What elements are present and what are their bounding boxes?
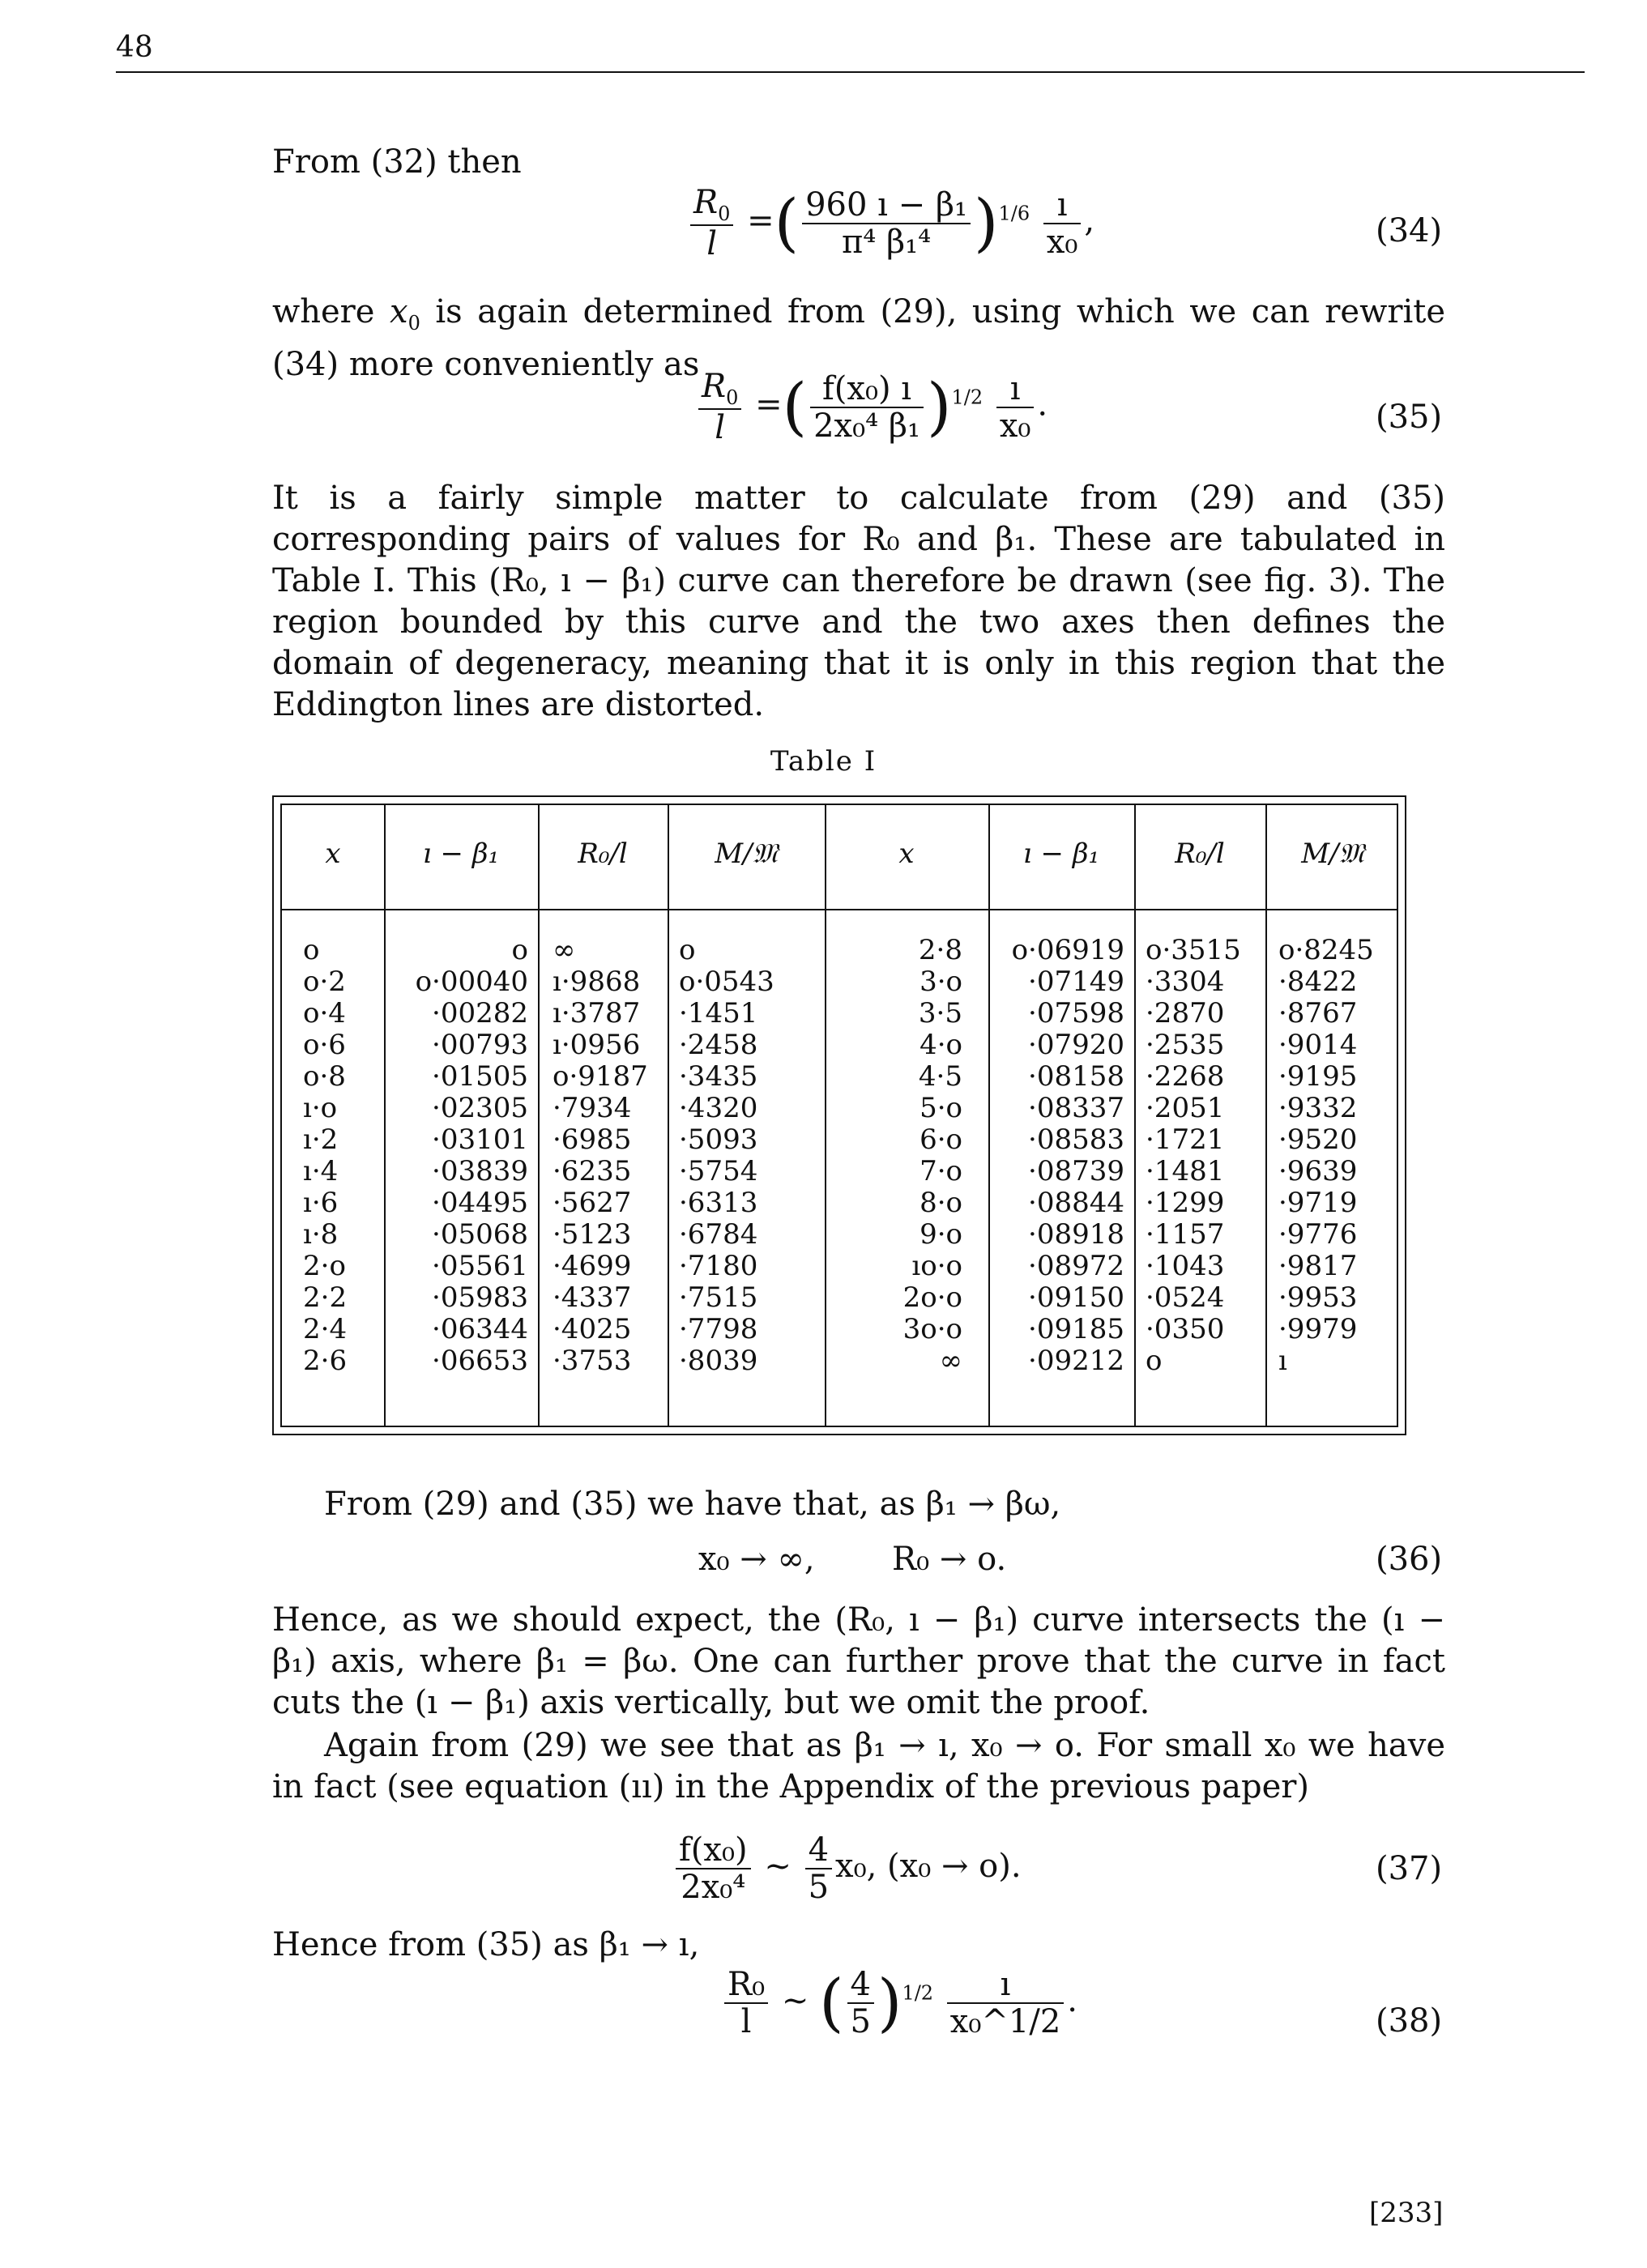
page-number: 48 xyxy=(116,31,153,64)
p2-b: is again determined from (29), using which we can rewrite (34) more conveniently as xyxy=(272,293,1445,383)
eq35-den: 2x₀⁴ β₁ xyxy=(813,407,921,445)
table-cell: ı·3787 xyxy=(553,997,641,1030)
table-cell: ·1299 xyxy=(1146,1187,1225,1219)
table-cell: ·01505 xyxy=(432,1060,528,1093)
table-cell: ·9520 xyxy=(1278,1123,1358,1156)
table-cell: ·08844 xyxy=(1028,1187,1124,1219)
table-cell: ·2458 xyxy=(679,1029,758,1061)
table-cell: ·1481 xyxy=(1146,1155,1225,1187)
col-header: ı − β₁ xyxy=(422,838,500,870)
table-cell: ·07149 xyxy=(1028,966,1124,998)
eq37-sim: ~ xyxy=(764,1848,791,1885)
eq34-tail-num: ı xyxy=(1043,187,1082,224)
table-cell: ·9776 xyxy=(1278,1218,1358,1251)
paragraph-small-x0: Again from (29) we see that as β₁ → ı, x₀ → o. For small x₀ we have in fact (see equation (ıı) in the Appendix of the previous paper) xyxy=(272,1727,1445,1805)
eq38-inner-den: 5 xyxy=(850,2003,871,2040)
table-column xyxy=(1000,935,1124,1377)
table-cell: ·3304 xyxy=(1146,966,1225,998)
table-cell: o·8245 xyxy=(1278,934,1374,966)
table-cell: ·09150 xyxy=(1028,1281,1124,1314)
table-cell: ıo·o xyxy=(911,1250,962,1282)
table-cell: 4·5 xyxy=(918,1060,962,1093)
eq37-rest: x₀, (x₀ → o). xyxy=(835,1848,1022,1885)
table-cell: ·08337 xyxy=(1028,1092,1124,1124)
table-cell: ·9979 xyxy=(1278,1313,1358,1345)
table-cell: ·8039 xyxy=(679,1345,758,1377)
equation-34-label: (34) xyxy=(1376,212,1443,249)
header-rule xyxy=(116,71,1585,73)
table-cell: 8·o xyxy=(920,1187,962,1219)
column-rule xyxy=(668,805,669,1426)
table-cell: ·9953 xyxy=(1278,1281,1358,1314)
equation-35-label: (35) xyxy=(1376,399,1443,436)
col-header: M/𝔐 xyxy=(715,838,778,870)
eq38-num: R₀ xyxy=(724,1967,768,2004)
table-cell: ı·4 xyxy=(303,1155,339,1187)
eq35-num: f(x₀) ı xyxy=(810,371,924,408)
table-cell: ·4025 xyxy=(553,1313,632,1345)
page-footer-number: [233] xyxy=(1369,2197,1444,2229)
table-cell: ·1721 xyxy=(1146,1123,1225,1156)
eq37-den: 2x₀⁴ xyxy=(681,1869,746,1906)
intro-line: From (32) then xyxy=(272,143,522,181)
table-cell: ·08158 xyxy=(1028,1060,1124,1093)
table-cell: ·3435 xyxy=(679,1060,758,1093)
table-frame xyxy=(272,795,1406,1435)
table-cell: ·6784 xyxy=(679,1218,758,1251)
table-cell: 3·5 xyxy=(918,997,962,1030)
eq34-num: 960 ı − β₁ xyxy=(802,187,971,224)
table-cell: ·5093 xyxy=(679,1123,758,1156)
column-rule xyxy=(988,805,990,1426)
table-cell: ·5754 xyxy=(679,1155,758,1187)
table-cell: 2·4 xyxy=(303,1313,348,1345)
table-cell: o xyxy=(511,934,528,966)
table-cell: ·9195 xyxy=(1278,1060,1358,1093)
table-cell: ı·2 xyxy=(303,1123,339,1156)
paragraph-limit: From (29) and (35) we have that, as β₁ → βω, xyxy=(324,1486,1061,1523)
table-cell: ·6313 xyxy=(679,1187,758,1219)
eq36-right: R₀ → o. xyxy=(892,1541,1007,1578)
table-cell: ·08739 xyxy=(1028,1155,1124,1187)
eq34-exp: 1/6 xyxy=(998,202,1030,225)
table-column xyxy=(1278,935,1374,1377)
eq37-frac-den: 5 xyxy=(808,1869,830,1906)
paragraph-intersection: Hence, as we should expect, the (R₀, ı − β₁) curve intersects the (ı − β₁) axis, where β₁ = βω. One can further prove that the curve in fact cuts the (ı − β₁) axis vertically, but we omit the proof. xyxy=(272,1601,1445,1721)
table-cell: o·8 xyxy=(303,1060,346,1093)
table-cell: ·4320 xyxy=(679,1092,758,1124)
eq34-den: π⁴ β₁⁴ xyxy=(841,223,932,261)
table-cell: o xyxy=(1146,1345,1163,1377)
eq38-den: l xyxy=(740,2003,752,2040)
table-cell: ·9719 xyxy=(1278,1187,1358,1219)
table-cell: 2·2 xyxy=(303,1281,348,1314)
table-cell: ·7798 xyxy=(679,1313,758,1345)
table-cell: ·6985 xyxy=(553,1123,632,1156)
table-cell: ·02305 xyxy=(432,1092,528,1124)
column-rule xyxy=(384,805,386,1426)
table-column xyxy=(1146,935,1241,1377)
table-cell: o·2 xyxy=(303,966,346,998)
table-cell: 2o·o xyxy=(902,1281,962,1314)
eq37-frac-num: 4 xyxy=(805,1832,832,1869)
table-cell: o·0543 xyxy=(679,966,774,998)
table-cell: ·1451 xyxy=(679,997,758,1030)
table-cell: 2·6 xyxy=(303,1345,348,1377)
column-rule xyxy=(1134,805,1136,1426)
table-cell: ı·o xyxy=(303,1092,338,1124)
table-cell: ·08972 xyxy=(1028,1250,1124,1282)
table-cell: ·7934 xyxy=(553,1092,632,1124)
equation-38-label: (38) xyxy=(1376,2002,1443,2040)
table-cell: o·9187 xyxy=(553,1060,648,1093)
eq37-num: f(x₀) xyxy=(676,1832,751,1869)
eq35-tail-den: x₀ xyxy=(999,407,1031,445)
table-cell: ·03839 xyxy=(432,1155,528,1187)
table-cell: ·7515 xyxy=(679,1281,758,1314)
table-cell: ·07920 xyxy=(1028,1029,1124,1061)
table-cell: ·9817 xyxy=(1278,1250,1358,1282)
table-cell: ·5627 xyxy=(553,1187,632,1219)
eq35-exp: 1/2 xyxy=(951,386,984,409)
table-cell: ·6235 xyxy=(553,1155,632,1187)
table-cell: ·2051 xyxy=(1146,1092,1225,1124)
table-cell: ı xyxy=(1278,1345,1287,1377)
table-cell: ·8422 xyxy=(1278,966,1358,998)
header-rule-table xyxy=(282,909,1397,910)
table-cell: ı·8 xyxy=(303,1218,339,1251)
table-cell: ·06653 xyxy=(432,1345,528,1377)
table-cell: 4·o xyxy=(920,1029,962,1061)
table-cell: ·7180 xyxy=(679,1250,758,1282)
table-caption: Table I xyxy=(770,745,877,778)
table-cell: ·08583 xyxy=(1028,1123,1124,1156)
table-cell: ·0350 xyxy=(1146,1313,1225,1345)
equation-38: $\frac{\text{R₀}}{l}$ ~ ( $\frac{4}{5}$ )$^{1/2}$ $\frac{ı}{\text{x₀\textasciicircum{}1/2}}$ . xyxy=(721,1967,1077,2040)
table-cell: ·8767 xyxy=(1278,997,1358,1030)
eq38-sim: ~ xyxy=(781,1982,809,2019)
table-cell: ·08918 xyxy=(1028,1218,1124,1251)
table-cell: ·03101 xyxy=(432,1123,528,1156)
table-cell: ·07598 xyxy=(1028,997,1124,1030)
table-cell: ·4337 xyxy=(553,1281,632,1314)
table-cell: o·00040 xyxy=(415,966,528,998)
table-cell: ·09212 xyxy=(1028,1345,1124,1377)
table-cell: ·05983 xyxy=(432,1281,528,1314)
table-cell: ·2535 xyxy=(1146,1029,1225,1061)
column-rule xyxy=(538,805,540,1426)
table-column xyxy=(553,935,648,1377)
equation-34: $\frac{R_0}{l}$ =( $\frac{\text{960 ı − β₁}}{\text{π⁴ β₁⁴}}$ )$^{1/6}$ $\frac{ı}{\text{x₀}}$ , xyxy=(687,185,1094,262)
table-cell: o xyxy=(679,934,696,966)
table-cell: ·1043 xyxy=(1146,1250,1225,1282)
table-cell: ·05068 xyxy=(432,1218,528,1251)
table-cell: o xyxy=(303,934,320,966)
equation-35: $\frac{R_0}{l}$ =( $\frac{\text{f(x₀) ı}}{\text{2x₀⁴ β₁}}$ )$^{1/2}$ $\frac{ı}{\text{x₀}}$ . xyxy=(695,369,1048,446)
table-cell: ·2268 xyxy=(1146,1060,1225,1093)
table-cell: ·05561 xyxy=(432,1250,528,1282)
table-cell: ·9639 xyxy=(1278,1155,1358,1187)
table-cell: o·4 xyxy=(303,997,346,1030)
table-cell: ·5123 xyxy=(553,1218,632,1251)
table-cell: ·3753 xyxy=(553,1345,632,1377)
column-rule xyxy=(1265,805,1267,1426)
table-cell: ı·6 xyxy=(303,1187,339,1219)
table-cell: ∞ xyxy=(939,1345,962,1377)
table-cell: o·06919 xyxy=(1011,934,1124,966)
equation-36-label: (36) xyxy=(1376,1541,1443,1578)
table-cell: 3·o xyxy=(920,966,962,998)
table-cell: ·2870 xyxy=(1146,997,1225,1030)
table-cell: ·9332 xyxy=(1278,1092,1358,1124)
table-cell: ·9014 xyxy=(1278,1029,1358,1061)
table-column xyxy=(390,935,528,1377)
p2-a: where xyxy=(272,293,390,330)
eq38-tail-den: x₀^1/2 xyxy=(949,2003,1061,2040)
col-header: R₀/l xyxy=(578,838,628,870)
table-cell: 9·o xyxy=(920,1218,962,1251)
table-cell: ·00793 xyxy=(432,1029,528,1061)
col-header: x xyxy=(898,838,915,870)
table-column xyxy=(833,935,962,1377)
table-cell: ·0524 xyxy=(1146,1281,1225,1314)
table-cell: 5·o xyxy=(920,1092,962,1124)
eq36-left: x₀ → ∞, xyxy=(698,1541,815,1578)
table-cell: ı·0956 xyxy=(553,1029,641,1061)
table-column xyxy=(303,935,347,1377)
table-cell: ı·9868 xyxy=(553,966,641,998)
eq38-exp: 1/2 xyxy=(902,1981,934,2005)
paragraph-table-intro: It is a fairly simple matter to calculate from (29) and (35) corresponding pairs of values for R₀ and β₁. These are tabulated in Table I. This (R₀, ı − β₁) curve can therefore be drawn (see fig. 3). The region bounded by this curve and the two axes then defines the domain of degeneracy, meaning that it is only in this region that the Eddington lines are distorted. xyxy=(272,480,1445,723)
col-header: x xyxy=(325,838,341,870)
col-header: M/𝔐 xyxy=(1301,838,1364,870)
column-rule xyxy=(825,805,826,1426)
table-cell: 6·o xyxy=(920,1123,962,1156)
equation-37-label: (37) xyxy=(1376,1850,1443,1887)
table-cell: 2·8 xyxy=(918,934,962,966)
col-header: R₀/l xyxy=(1175,838,1225,870)
paragraph-where-x0: where $x_0$ is again determined from (29), using which we can rewrite (34) more conveniently as xyxy=(272,293,1445,383)
table-cell: ·09185 xyxy=(1028,1313,1124,1345)
table-cell: ∞ xyxy=(553,934,576,966)
table-cell: 7·o xyxy=(920,1155,962,1187)
col-header: ı − β₁ xyxy=(1022,838,1100,870)
table xyxy=(280,804,1398,1427)
table-column xyxy=(679,935,774,1377)
table-cell: ·00282 xyxy=(432,997,528,1030)
table-cell: o·6 xyxy=(303,1029,346,1061)
table-cell: 3o·o xyxy=(902,1313,962,1345)
table-cell: ·06344 xyxy=(432,1313,528,1345)
eq34-tail-den: x₀ xyxy=(1046,223,1078,261)
equation-37 xyxy=(672,1832,1022,1905)
paragraph-hence: Hence from (35) as β₁ → ı, xyxy=(272,1926,700,1963)
table-cell: o·3515 xyxy=(1146,934,1241,966)
table-cell: ·04495 xyxy=(432,1187,528,1219)
eq35-tail-num: ı xyxy=(996,371,1035,408)
eq38-tail-num: ı xyxy=(947,1967,1064,2004)
table-cell: ·1157 xyxy=(1146,1218,1225,1251)
table-cell: 2·o xyxy=(303,1250,346,1282)
table-cell: ·4699 xyxy=(553,1250,632,1282)
equation-36 xyxy=(698,1541,1006,1578)
eq38-inner-num: 4 xyxy=(847,1967,874,2004)
